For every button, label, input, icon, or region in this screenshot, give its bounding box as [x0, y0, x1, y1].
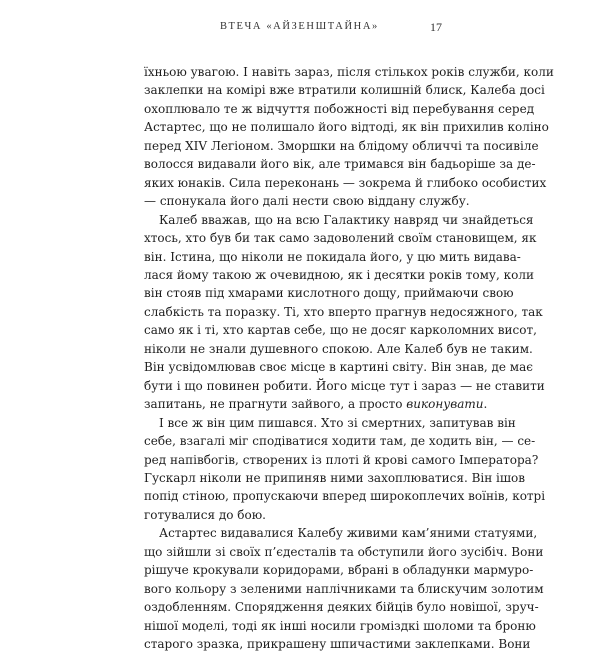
text-line: Астартес видавалися Калебу живими кам’яними статуями,	[159, 526, 538, 541]
text-line: — спонукала його далі нести свою віддану службу.	[144, 194, 470, 209]
text-line: себе, взагалі міг сподіватися ходити там, де ходить він, — се-	[144, 434, 536, 449]
text-line: лася йому такою ж очевидною, як і десятки років тому, коли	[144, 267, 534, 282]
text-line: хтось, хто був би так само задоволений своїм становищем, як	[144, 231, 537, 246]
text-line: Калеб вважав, що на всю Галактику навряд чи знайдеться	[159, 212, 534, 227]
text-line: попід стіною, пропускаючи вперед широкоплечих воїнів, котрі	[144, 489, 546, 504]
text-line: вого кольору з зеленими наплічниками та блискучим золотим	[144, 581, 544, 596]
text-line: готувалися до бою.	[144, 507, 266, 522]
text-line: І все ж він цим пишався. Хто зі смертних, запитував він	[159, 415, 516, 430]
text-line: охоплювало те ж відчуття побожності від перебування серед	[144, 101, 535, 116]
body-text	[144, 63, 554, 654]
running-title: ВТЕЧА «АЙЗЕНШТАЙНА»	[220, 21, 379, 32]
text-segment: запитань, не прагнути зайвого, а просто	[144, 397, 407, 412]
text-segment: .	[483, 397, 488, 412]
emphasis-text: виконувати	[406, 397, 484, 412]
text-line: Астартес, що не полишало його відтоді, як він прихилив коліно	[144, 120, 549, 135]
text-line: Він усвідомлював своє місце в картині світу. Він знав, де має	[144, 360, 534, 375]
text-line: він стояв під хмарами кислотного дощу, приймаючи свою	[144, 286, 514, 301]
text-line: заклепки на комірі вже втратили колишній блиск, Калеба досі	[144, 83, 545, 98]
text-line	[144, 395, 488, 413]
text-line: волосся видавали його вік, але тримався він бадьоріше за де-	[144, 157, 536, 172]
text-line: ред напівбогів, створених із плоті й крові самого Імператора?	[144, 452, 539, 467]
text-line: бути і що повинен робити. Його місце тут і зараз — не ставити	[144, 378, 545, 393]
text-line: старого зразка, прикрашену шпичастими заклепками. Вони	[144, 637, 531, 652]
text-line: нішої моделі, тоді як інші носили громіздкі шоломи та броню	[144, 618, 536, 633]
page-number: 17	[430, 20, 442, 34]
text-line: він. Істина, що ніколи не покидала його, у цю мить видава-	[144, 249, 521, 264]
text-line: само як і ті, хто картав себе, що не досяг карколомних висот,	[144, 323, 537, 338]
text-line: рішуче крокували коридорами, вбрані в обладунки мармуро-	[144, 563, 534, 578]
text-line: слабкість та поразку. Ті, хто вперто прагнув недосяжного, так	[144, 304, 543, 319]
text-line: що зійшли зі своїх п’єдесталів та обступили його зусібіч. Вони	[144, 544, 544, 559]
text-line: яких юнаків. Сила переконань — зокрема й глибоко особистих	[144, 175, 547, 190]
text-line: їхньою увагою. І навіть зараз, після стількох років служби, коли	[144, 65, 554, 79]
text-line: ніколи не знали душевного спокою. Але Калеб був не таким.	[144, 341, 533, 356]
text-line: Гускарл ніколи не припиняв ними захоплюватися. Він ішов	[144, 470, 526, 485]
text-line: перед XIV Легіоном. Зморшки на блідому обличчі та посивіле	[144, 138, 539, 153]
text-line: оздобленням. Спорядження деяких бійців було новішої, зруч-	[144, 600, 539, 615]
